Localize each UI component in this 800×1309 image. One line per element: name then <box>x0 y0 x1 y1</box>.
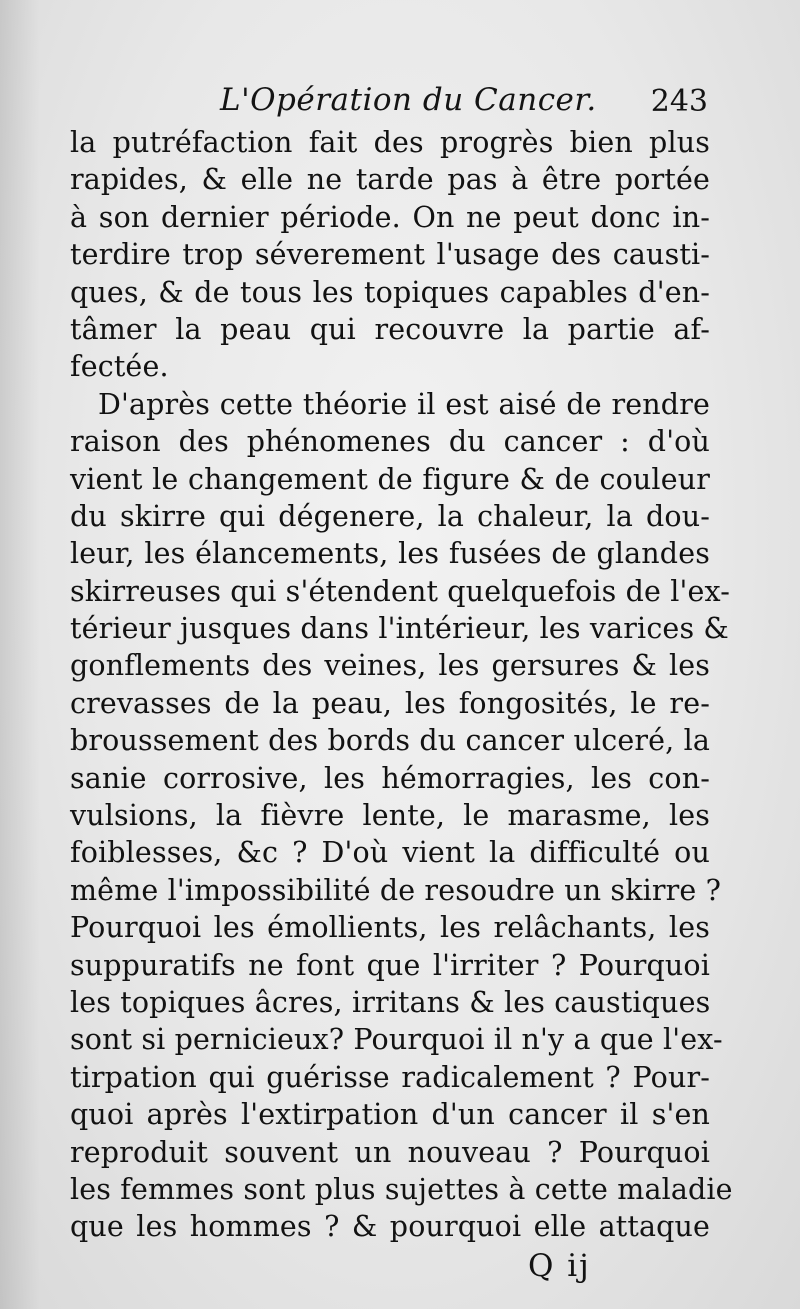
page-number: 243 <box>650 84 708 119</box>
text-line: fectée. <box>70 350 169 384</box>
paragraph-start-line: D'après cette théorie il est aisé de rendre <box>98 387 710 421</box>
running-head <box>70 82 710 122</box>
text-line: vient le changement de figure & de couleur <box>70 462 710 496</box>
text-line: tâmer la peau qui recouvre la partie af- <box>70 312 710 346</box>
text-line: skirreuses qui s'étendent quelquefois de l'ex- <box>70 574 731 608</box>
text-line: leur, les élancements, les fusées de glandes <box>70 537 710 571</box>
text-line: foiblesses, &c ? D'où vient la difficulté ou <box>70 836 710 870</box>
text-line: tirpation qui guérisse radicalement ? Pour- <box>70 1060 710 1094</box>
text-line: du skirre qui dégenere, la chaleur, la dou- <box>70 499 710 533</box>
text-line: gonflements des veines, les gersures & les <box>70 649 710 683</box>
signature-mark: Q ij <box>528 1248 591 1284</box>
text-line: sont si pernicieux? Pourquoi il n'y a que l'ex- <box>70 1023 723 1057</box>
text-line: reproduit souvent un nouveau ? Pourquoi <box>70 1135 710 1169</box>
text-line: Pourquoi les émollients, les relâchants, les <box>70 911 710 945</box>
text-line: que les hommes ? & pourquoi elle attaque <box>70 1210 710 1244</box>
text-line: suppuratifs ne font que l'irriter ? Pourquoi <box>70 948 710 982</box>
text-line: les topiques âcres, irritans & les caustiques <box>70 985 711 1019</box>
text-line: quoi après l'extirpation d'un cancer il s'en <box>70 1098 710 1132</box>
text-line: crevasses de la peau, les fongosités, le re- <box>70 686 710 720</box>
text-line: les femmes sont plus sujettes à cette maladie <box>70 1172 733 1206</box>
text-line: à son dernier période. On ne peut donc in- <box>70 200 710 234</box>
text-line: broussement des bords du cancer ulceré, la <box>70 724 710 758</box>
text-line: vulsions, la fièvre lente, le marasme, les <box>70 799 710 833</box>
text-line: même l'impossibilité de resoudre un skirre ? <box>70 873 722 907</box>
text-line: la putréfaction fait des progrès bien plus <box>70 126 710 159</box>
body-text <box>70 124 733 1246</box>
running-title: L'Opération du Cancer. <box>220 82 597 118</box>
text-line: térieur jusques dans l'intérieur, les varices & <box>70 612 729 646</box>
text-line: raison des phénomenes du cancer : d'où <box>70 425 710 459</box>
text-line: terdire trop séverement l'usage des causti- <box>70 238 710 272</box>
text-line: rapides, & elle ne tarde pas à être portée <box>70 163 710 197</box>
text-line: ques, & de tous les topiques capables d'en- <box>70 275 710 309</box>
text-line: sanie corrosive, les hémorragies, les con- <box>70 761 710 795</box>
